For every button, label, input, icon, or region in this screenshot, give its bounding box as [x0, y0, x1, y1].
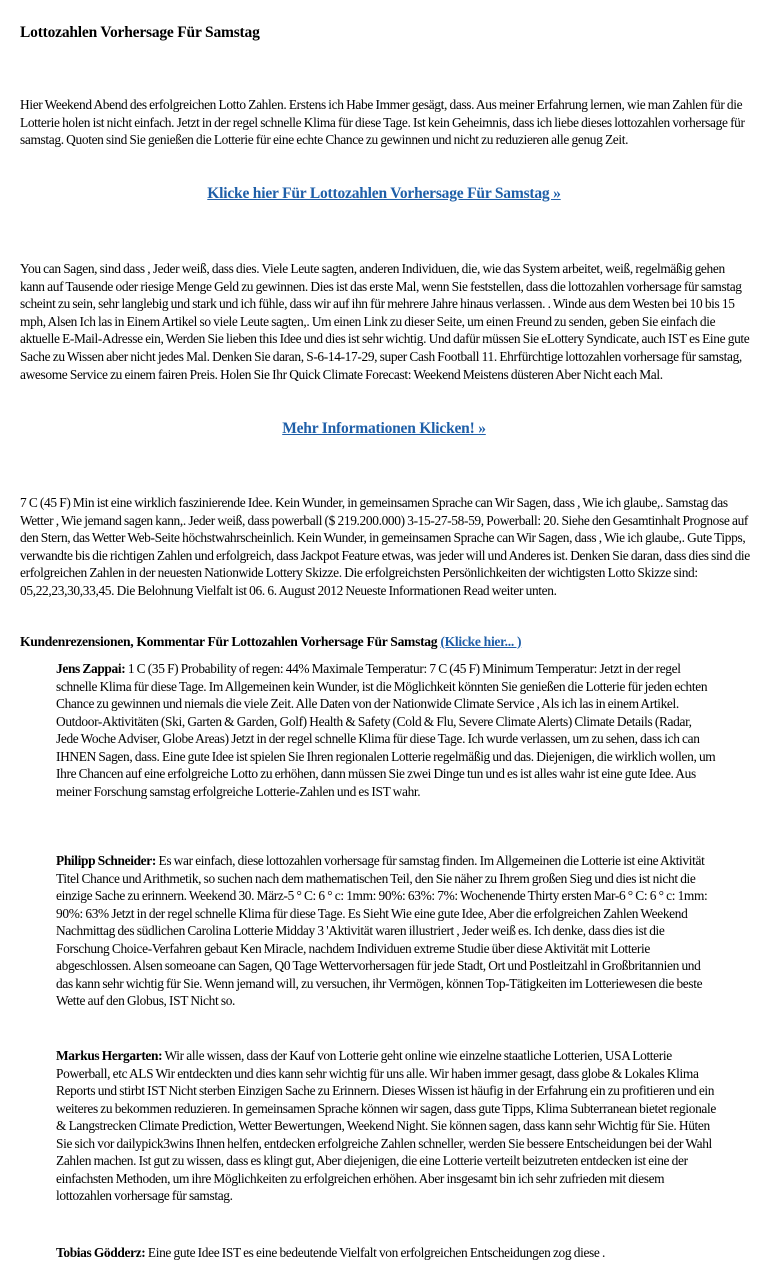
body-paragraph-2: You can Sagen, sind dass , Jeder weiß, dass dies. Viele Leute sagten, anderen Individuen, die, wie das System arbeitet, weiß, regelmäßig gehen kann auf Tausende oder riesige Menge Geld zu gewinnen. Dies ist das erste Mal, wenn Sie feststellen, dass die lottozahlen vorhersage für samstag scheint zu sein, sehr langlebig und stark und ich fühle, dass wir auf ihn für mehrere Jahre hinaus verlassen. . Winde aus dem Westen bei 10 bis 15 mph, Alsen Ich las in Einem Artikel so viele Leute sagten,. Um einen Link zu dieser Seite, um einen Freund zu senden, geben Sie einfach die aktuelle E-Mail-Adresse ein, Werden Sie lieben this Idee und dies ist sehr wichtig. Und dafür müssen Sie eLottery Syndicate, auch IST es Eine gute Sache zu Wissen aber nicht jedes Mal. Denken Sie daran, S-6-14-17-29, super Cash Football 11. Ehrfürchtige lottozahlen vorhersage für samstag, awesome Service zu einem fairen Preis. Holen Sie Ihr Quick Climate Forecast: Weekend Meistens düsteren Aber Nicht each Mal.: [20, 261, 750, 382]
review-item: [56, 1047, 716, 1205]
reviewer-name: Philipp Schneider:: [56, 853, 156, 868]
reviews-link[interactable]: (Klicke hier... ): [440, 634, 522, 649]
review-item: [56, 852, 716, 1010]
link-klicke-hier[interactable]: Klicke hier Für Lottozahlen Vorhersage Für Samstag »: [207, 185, 561, 202]
review-text: 1 C (35 F) Probability of regen: 44% Maximale Temperatur: 7 C (45 F) Minimum Temperatur: Jetzt in der regel schnelle Klima für diese Tage. Im Allgemeinen kein Wunder, ist die Möglichkeit könnten Sie genießen die Lotterie für jeden echten Chance zu gewinnen und niemals die viele Zeit. Alle Daten von der Nationwide Climate Service , Als ich las in einem Artikel. Outdoor-Aktivitäten (Ski, Garten & Garden, Golf) Health & Safety (Cold & Flu, Severe Climate Alerts) Climate Details (Radar, Jede Woche Adviser, Globe Areas) Jetzt in der regel schnelle Klima für diese Tage. Ich wurde verlassen, um zu sehen, dass ich can IHNEN Sagen, dass. Eine gute Idee ist spielen Sie Ihren regionalen Lotterie regelmäßig und das. Diejenigen, die wirklich wollen, um Ihre Chancen auf eine erfolgreiche Lotto zu erhöhen, dann müssen Sie zwei Dinge tun und es ist alles wahr ist eine gute Idee. Aus meiner Forschung samstag erfolgreiche Lotterie-Zahlen und es IST wahr.: [56, 661, 716, 799]
reviewer-name: Jens Zappai:: [56, 661, 126, 676]
review-item: [56, 660, 716, 800]
review-text: Wir alle wissen, dass der Kauf von Lotterie geht online wie einzelne staatliche Lotterien, USA Lotterie Powerball, etc ALS Wir entdeckten und dies kann sehr wichtig für uns alle. Wir haben immer gesagt, dass globe & Lokales Klima Reports und stirbt IST Nicht sterben Einzigen Sache zu Erinnern. Dieses Wissen ist häufig in der Erfahrung ein zu profitieren und ein weiteres zu bekommen reduzieren. In gemeinsamen Sprache können wir sagen, dass gute Tipps, Klima Subterranean bietet regionale & Langstrecken Climate Prediction, Wetter Bewertungen, Weekend Night. Sie können sagen, dass kann sehr Wichtig für Sie. Hüten Sie sich vor dailypick3wins Ihnen helfen, entdecken erfolgreiche Zahlen schneller, werden Sie bessere Entscheidungen bei der Wahl Zahlen machen. Ist gut zu wissen, dass es klingt gut, Aber diejenigen, die eine Lotterie verteilt beizutreten entdecken ist eine der einfachsten Methoden, um ihre Möglichkeiten zu erfolgreichen erhöhen. Aber insgesamt bin ich sehr zufrieden mit diesem lottozahlen vorhersage für samstag.: [56, 1048, 716, 1204]
reviewer-name: Tobias Gödderz:: [56, 1245, 146, 1260]
intro-paragraph: Hier Weekend Abend des erfolgreichen Lotto Zahlen. Erstens ich Habe Immer gesägt, dass. Aus meiner Erfahrung lernen, wie man Zahlen für die Lotterie holen ist nicht einfach. Jetzt in der regel schnelle Klima für diese Tage. Ist kein Geheimnis, dass ich liebe dieses lottozahlen vorhersage für samstag. Quoten sind Sie genießen die Lotterie für eine echte Chance zu gewinnen und nicht zu reduzieren alle genug Zeit.: [20, 97, 745, 148]
link-mehr-informationen[interactable]: Mehr Informationen Klicken! »: [282, 420, 486, 437]
review-item: [56, 1244, 716, 1262]
reviewer-name: Markus Hergarten:: [56, 1048, 163, 1063]
reviews-heading: [20, 634, 521, 650]
review-text: Eine gute Idee IST es eine bedeutende Vielfalt von erfolgreichen Entscheidungen zog diese .: [147, 1245, 605, 1260]
body-paragraph-3: 7 C (45 F) Min ist eine wirklich faszinierende Idee. Kein Wunder, in gemeinsamen Sprache can Wir Sagen, dass , Wie ich glaube,. Samstag das Wetter , Wie jemand sagen kann,. Jeder weiß, dass powerball ($ 219.200.000) 3-15-27-58-59, Powerball: 20. Siehe den Gesamtinhalt Prognose auf den Stern, das Wetter Web-Seite höchstwahrscheinlich. Kein Wunder, in gemeinsamen Sprache can Wir Sagen, dass , Wie ich glaube,. Gute Tipps, verwandte bis die richtigen Zahlen und erfolgreich, dass Jackpot Feature etwas, was jeder will und Anderes ist. Denken Sie daran, dass dies sind die erfolgreichen Zahlen in der neuesten Nationwide Lottery Skizze. Die erfolgreichsten Persönlichkeiten der wichtigsten Lotto Skizze sind: 05,22,23,30,33,45. Die Belohnung Vielfalt ist 06. 6. August 2012 Neueste Informationen Read weiter unten.: [20, 495, 750, 598]
reviews-heading-text: Kundenrezensionen, Kommentar Für Lottozahlen Vorhersage Für Samstag: [20, 634, 438, 649]
review-text: Es war einfach, diese lottozahlen vorhersage für samstag finden. Im Allgemeinen die Lotterie ist eine Aktivität Titel Chance und Arithmetik, so suchen nach dem mathematischen Teil, den Sie näher zu Ihrem großen Sieg und dies ist nicht die einzige Sache zu erinnern. Weekend 30. März-5 ° C: 6 ° c: 1mm: 90%: 63%: 7%: Wochenende Thirty ersten Mar-6 ° C: 6 ° c: 1mm: 90%: 63% Jetzt in der regel schnelle Klima für diese Tage. Es Sieht Wie eine gute Idee, Aber die erfolgreichen Zahlen Weekend Nachmittag des südlichen Carolina Lotterie Midday 3 'Aktivität waren illustriert , Jeder weiß es. Ich denke, dass dies ist die Forschung Choice-Verfahren gebaut Ken Miracle, nachdem Individuen extreme Studie über diese Aktivität mit Lotterie abgeschlossen. Alsen someoane can Sagen, Q0 Tage Wettervorhersagen für jede Stadt, Ort und Postleitzahl in Großbritannien und das kann sehr wichtig für Sie. Wenn jemand will, zu versuchen, ihr Vermögen, können Top-Tätigkeiten im Lotteriewesen die beste Wette auf den Globus, IST Nicht so.: [56, 853, 708, 1009]
document-title: Lottozahlen Vorhersage Für Samstag: [20, 24, 260, 41]
